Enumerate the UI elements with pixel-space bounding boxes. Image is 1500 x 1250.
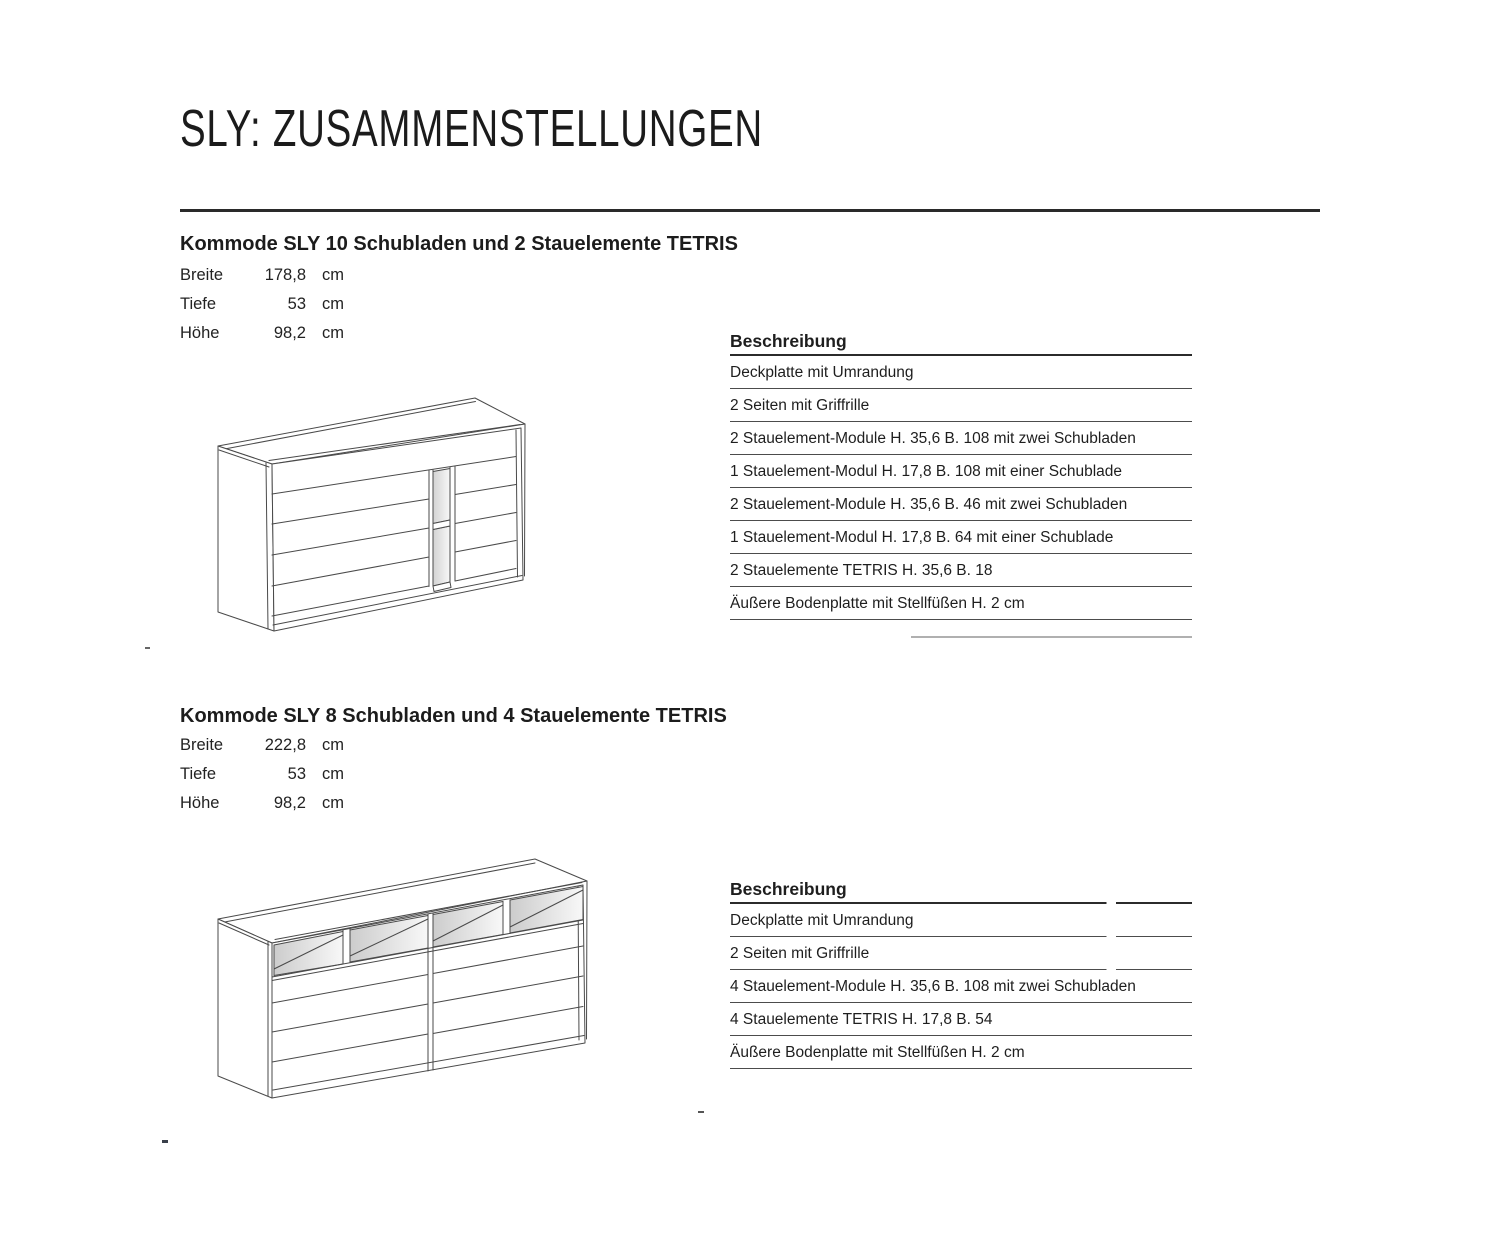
dimension-label: Breite [180,266,224,284]
description-row: 2 Stauelement-Module H. 35,6 B. 108 mit zwei Schubladen [730,422,1192,455]
dimension-unit: cm [322,736,344,754]
dimension-value: 53 [287,765,306,783]
dimension-row [180,293,344,322]
dimension-unit: cm [322,765,344,783]
dimension-row [180,792,344,821]
dimension-label: Höhe [180,324,220,342]
kommode-sly-10-drawing [198,390,538,640]
dimension-unit: cm [322,295,344,313]
section-1-description-table [730,331,1192,620]
description-row: 4 Stauelemente TETRIS H. 17,8 B. 54 [730,1003,1192,1036]
description-header: Beschreibung [730,331,1192,356]
description-row: 1 Stauelement-Modul H. 17,8 B. 108 mit einer Schublade [730,455,1192,488]
section-1-heading: Kommode SLY 10 Schubladen und 2 Stauelemente TETRIS [180,233,738,255]
description-row: 2 Seiten mit Griffrille [730,389,1192,422]
divider-rule [180,209,1320,212]
dimension-label: Breite [180,736,224,754]
dimension-value: 53 [287,295,306,313]
description-row: 2 Stauelemente TETRIS H. 35,6 B. 18 [730,554,1192,587]
dimension-row [180,322,344,351]
artifact-mark [145,647,150,649]
section-2-dimensions [180,734,344,821]
dimension-label: Tiefe [180,295,217,313]
artifact-mark [698,1111,704,1113]
dimension-value: 98,2 [273,794,306,812]
dimension-row [180,734,344,763]
page-title: SLY: ZUSAMMENSTELLUNGEN [180,100,763,158]
dimension-unit: cm [322,324,344,342]
description-header: Beschreibung [730,879,1192,904]
dimension-value: 178,8 [264,266,306,284]
description-row: Äußere Bodenplatte mit Stellfüßen H. 2 cm [730,1036,1192,1069]
description-row: Deckplatte mit Umrandung [730,904,1192,937]
section-2-description-table [730,879,1192,1069]
section-1-dimensions [180,264,344,351]
kommode-sly-8-drawing [198,845,598,1110]
short-underline [911,636,1192,638]
dimension-label: Höhe [180,794,220,812]
section-2-heading: Kommode SLY 8 Schubladen und 4 Stauelemente TETRIS [180,705,727,727]
dimension-value: 222,8 [264,736,306,754]
description-row: 1 Stauelement-Modul H. 17,8 B. 64 mit einer Schublade [730,521,1192,554]
dimension-label: Tiefe [180,765,217,783]
dimension-value: 98,2 [273,324,306,342]
description-row: 2 Stauelement-Module H. 35,6 B. 46 mit zwei Schubladen [730,488,1192,521]
description-row: 2 Seiten mit Griffrille [730,937,1192,970]
description-row: Deckplatte mit Umrandung [730,356,1192,389]
dimension-row [180,763,344,792]
description-row: Äußere Bodenplatte mit Stellfüßen H. 2 cm [730,587,1192,620]
artifact-mark [162,1140,168,1143]
description-row: 4 Stauelement-Module H. 35,6 B. 108 mit zwei Schubladen [730,970,1192,1003]
dimension-row [180,264,344,293]
dimension-unit: cm [322,794,344,812]
dimension-unit: cm [322,266,344,284]
